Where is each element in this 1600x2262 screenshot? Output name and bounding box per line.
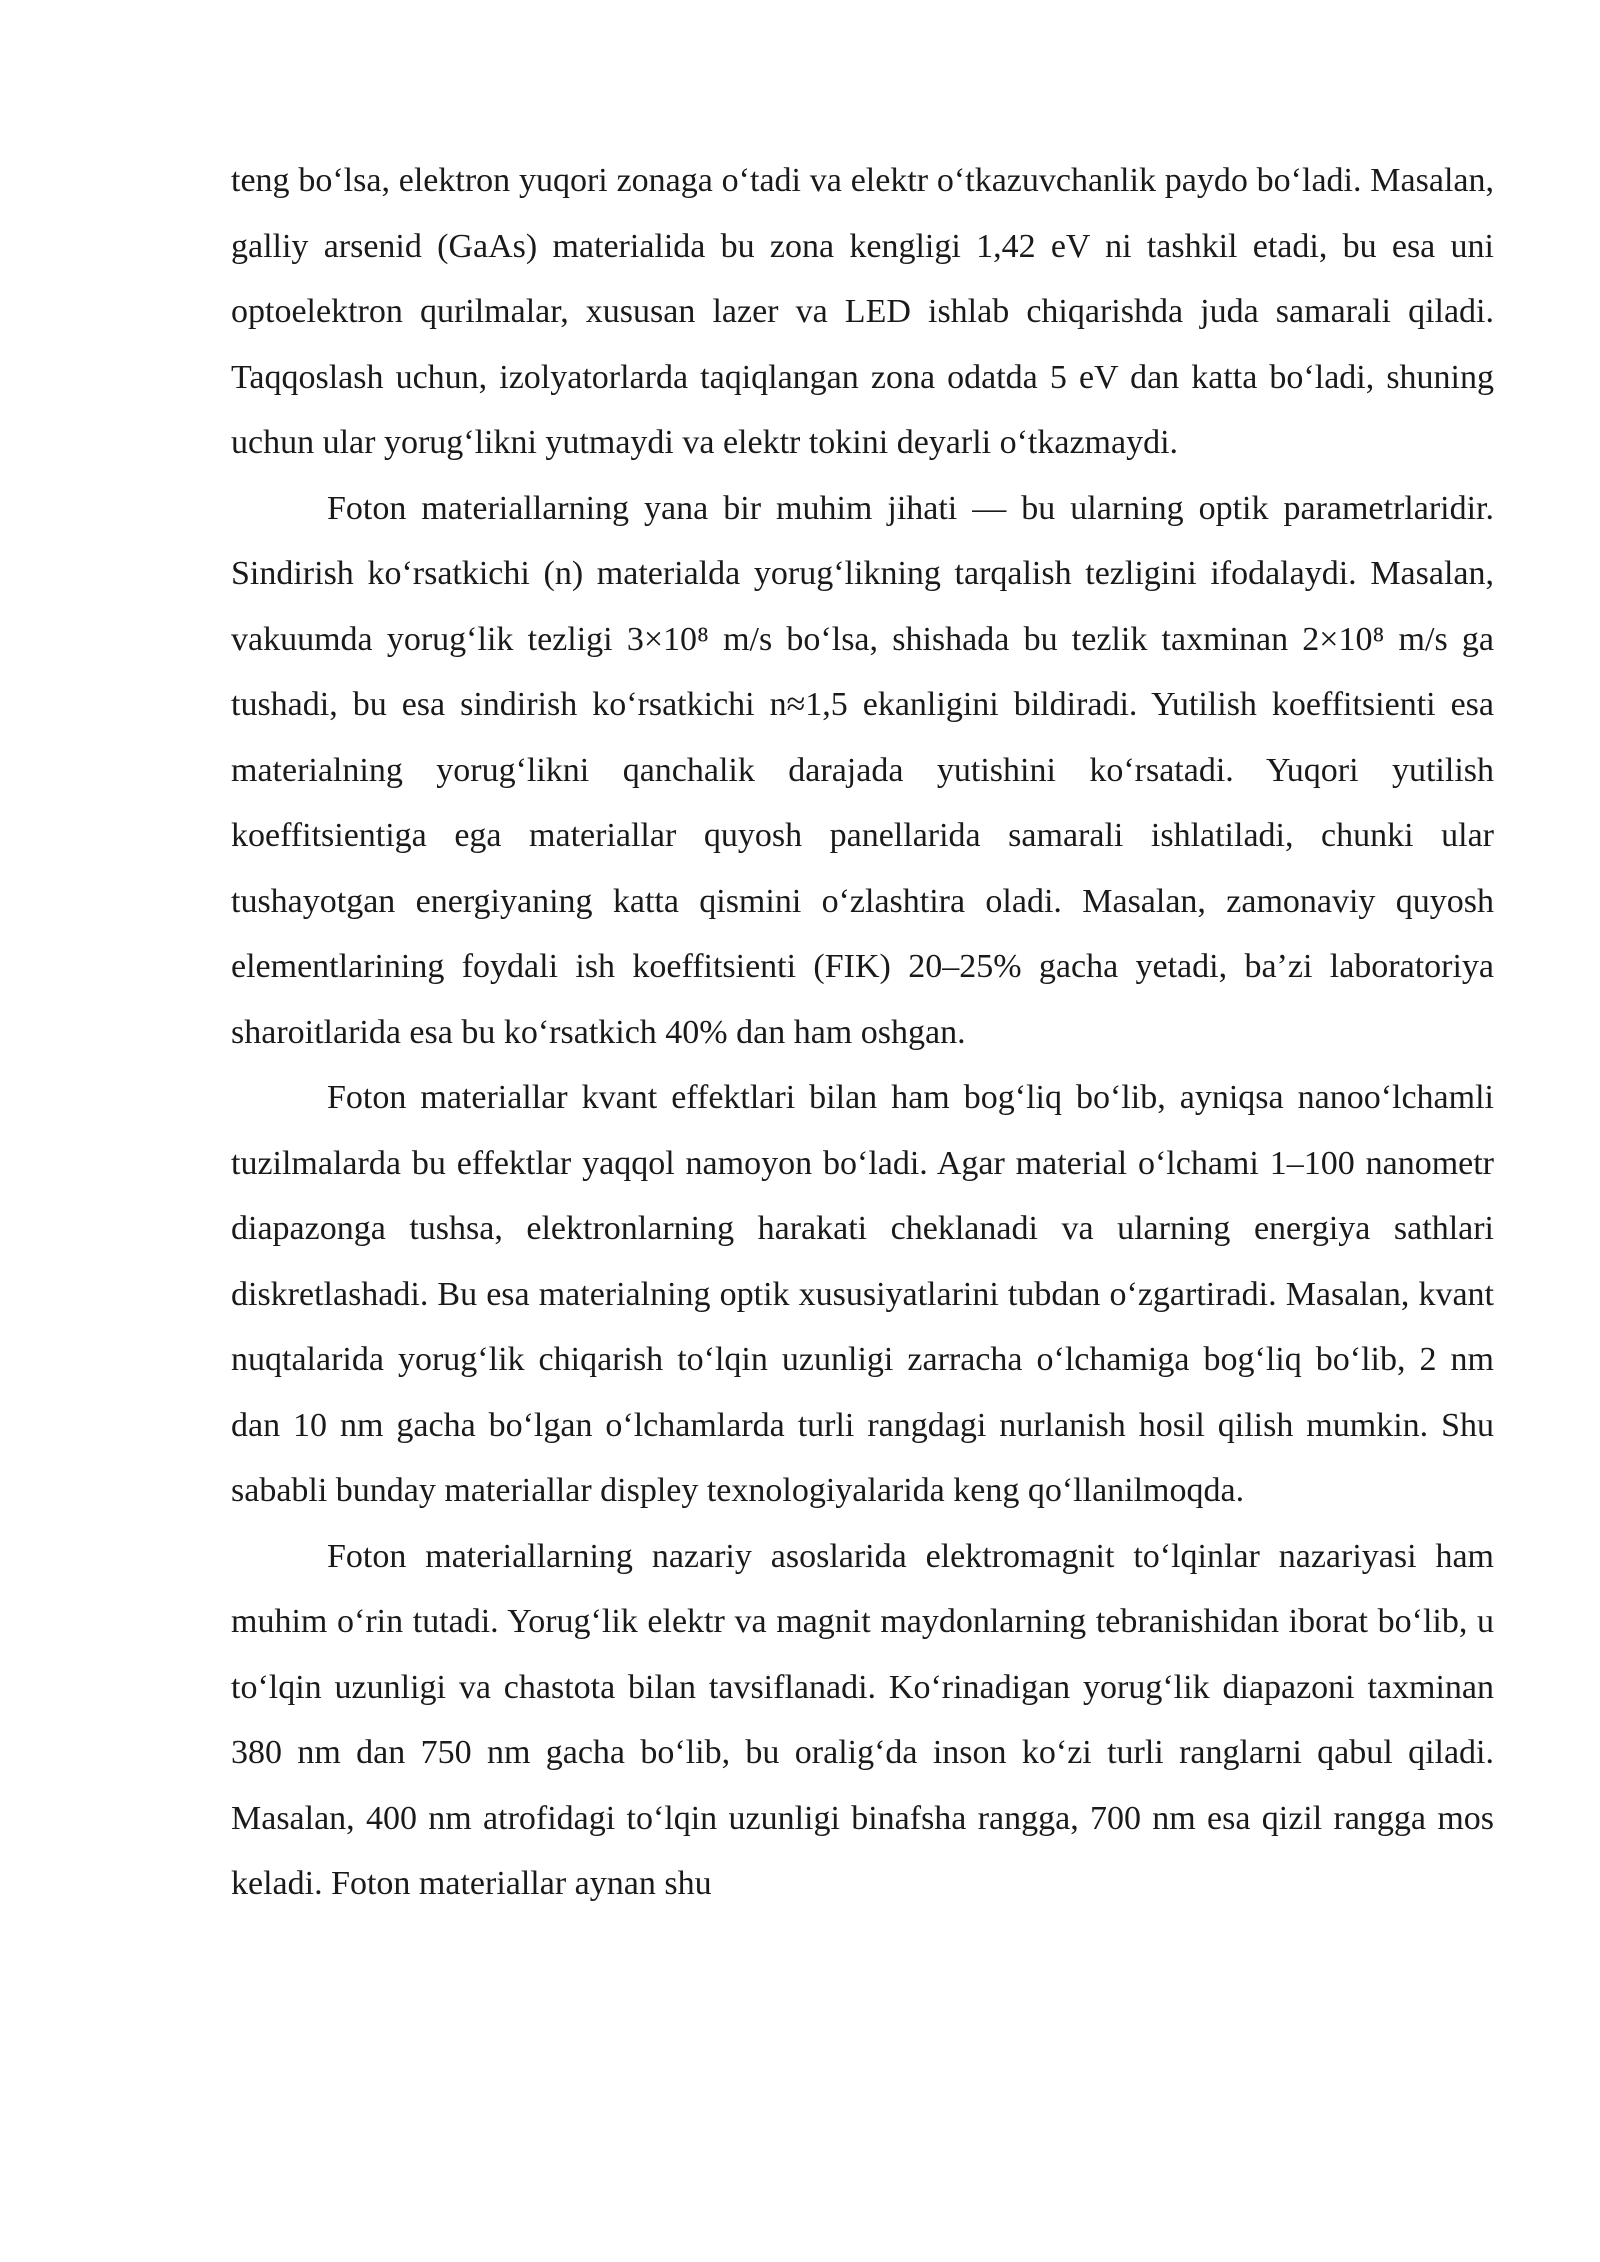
paragraph-continuation: teng bo‘lsa, elektron yuqori zonaga o‘tadi va elektr o‘tkazuvchanlik paydo bo‘ladi. Masalan, galliy arsenid (GaAs) materialida bu zona kengligi 1,42 eV ni tashkil etadi, bu esa uni optoelektron qurilmalar, xususan lazer va LED ishlab chiqarishda juda samarali qiladi. Taqqoslash uchun, izolyatorlarda taqiqlangan zona odatda 5 eV dan katta bo‘ladi, shuning uchun ular yorug‘likni yutmaydi va elektr tokini deyarli o‘tkazmaydi. [231, 162, 1494, 461]
paragraph-quantum-effects: Foton materiallar kvant effektlari bilan ham bog‘liq bo‘lib, ayniqsa nanoo‘lchamli tuzilmalarda bu effektlar yaqqol namoyon bo‘ladi. Agar material o‘lchami 1–100 nanometr diapazonga tushsa, elektronlarning harakati cheklanadi va ularning energiya sathlari diskretlashadi. Bu esa materialning optik xususiyatlarini tubdan o‘zgartiradi. Masalan, kvant nuqtalarida yorug‘lik chiqarish to‘lqin uzunligi zarracha o‘lchamiga bog‘liq bo‘lib, 2 nm dan 10 nm gacha bo‘lgan o‘lchamlarda turli rangdagi nurlanish hosil qilish mumkin. Shu sababli bunday materiallar displey texnologiyalarida keng qo‘llanilmoqda. [231, 1079, 1494, 1509]
document-page [231, 148, 1494, 1917]
paragraph-optical-parameters: Foton materiallarning yana bir muhim jihati — bu ularning optik parametrlaridir. Sindirish ko‘rsatkichi (n) materialda yorug‘likning tarqalish tezligini ifodalaydi. Masalan, vakuumda yorug‘lik tezligi 3×10⁸ m/s bo‘lsa, shishada bu tezlik taxminan 2×10⁸ m/s ga tushadi, bu esa sindirish ko‘rsatkichi n≈1,5 ekanligini bildiradi. Yutilish koeffitsienti esa materialning yorug‘likni qanchalik darajada yutishini ko‘rsatadi. Yuqori yutilish koeffitsientiga ega materiallar quyosh panellarida samarali ishlatiladi, chunki ular tushayotgan energiyaning katta qismini o‘zlashtira oladi. Masalan, zamonaviy quyosh elementlarining foydali ish koeffitsienti (FIK) 20–25% gacha yetadi, ba’zi laboratoriya sharoitlarida esa bu ko‘rsatkich 40% dan ham oshgan. [231, 489, 1494, 1051]
paragraph-electromagnetic-theory: Foton materiallarning nazariy asoslarida elektromagnit to‘lqinlar nazariyasi ham muhim o‘rin tutadi. Yorug‘lik elektr va magnit maydonlarning tebranishidan iborat bo‘lib, u to‘lqin uzunligi va chastota bilan tavsiflanadi. Ko‘rinadigan yorug‘lik diapazoni taxminan 380 nm dan 750 nm gacha bo‘lib, bu oralig‘da inson ko‘zi turli ranglarni qabul qiladi. Masalan, 400 nm atrofidagi to‘lqin uzunligi binafsha rangga, 700 nm esa qizil rangga mos keladi. Foton materiallar aynan shu [231, 1537, 1494, 1902]
